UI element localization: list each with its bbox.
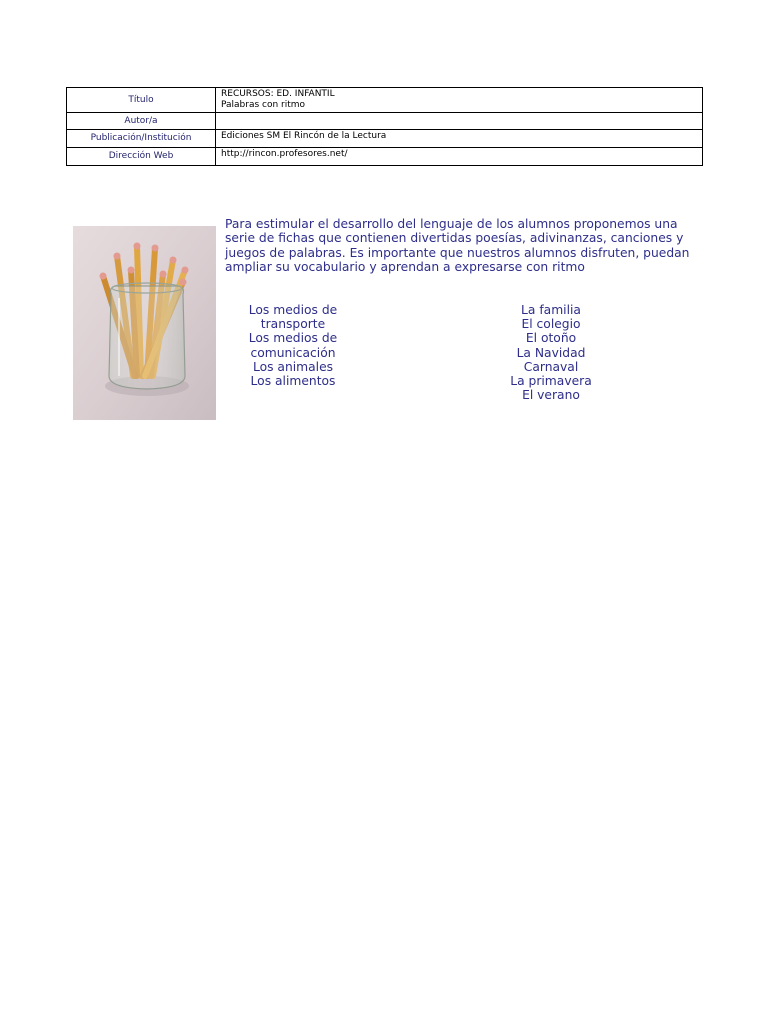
table-row-author <box>67 113 703 130</box>
list-item[interactable]: El colegio <box>521 317 581 332</box>
list-item[interactable]: Los animales <box>252 359 334 374</box>
web-url[interactable]: http://rincon.profesores.net/ <box>216 148 703 166</box>
topics-left-list <box>232 303 354 388</box>
list-item[interactable]: El otoño <box>525 331 577 346</box>
web-label: Dirección Web <box>67 148 216 166</box>
list-item[interactable]: La familia <box>521 303 581 317</box>
list-item[interactable]: La primavera <box>510 374 592 389</box>
list-item[interactable]: Los alimentos <box>250 374 336 389</box>
list-item[interactable]: El verano <box>522 388 580 403</box>
list-item[interactable]: Los medios de transporte <box>248 303 338 332</box>
topics-right-list <box>491 303 611 402</box>
table-row-web <box>67 148 703 166</box>
resource-info-table <box>66 87 703 166</box>
title-value-line-1: RECURSOS: ED. INFANTIL <box>221 89 335 99</box>
author-value <box>216 113 703 130</box>
title-value <box>216 88 703 113</box>
pencils-in-jar-photo <box>73 226 216 420</box>
publication-value: Ediciones SM El Rincón de la Lectura <box>216 130 703 148</box>
author-label: Autor/a <box>67 113 216 130</box>
intro-paragraph: Para estimular el desarrollo del lenguaje de los alumnos proponemos una serie de fichas que contienen divertidas poesías, adivinanzas, canciones y juegos de palabras. Es importante que nuestros alumnos disfruten, puedan ampliar su vocabulario y aprendan a expresarse con ritmo <box>225 217 690 275</box>
list-item[interactable]: Los medios de comunicación <box>248 331 338 360</box>
table-row-publication <box>67 130 703 148</box>
list-item[interactable]: La Navidad <box>516 345 586 360</box>
table-row-title <box>67 88 703 113</box>
publication-label: Publicación/Institución <box>67 130 216 148</box>
title-value-line-2: Palabras con ritmo <box>221 100 306 110</box>
title-label: Título <box>67 88 216 113</box>
list-item[interactable]: Carnaval <box>523 359 579 374</box>
